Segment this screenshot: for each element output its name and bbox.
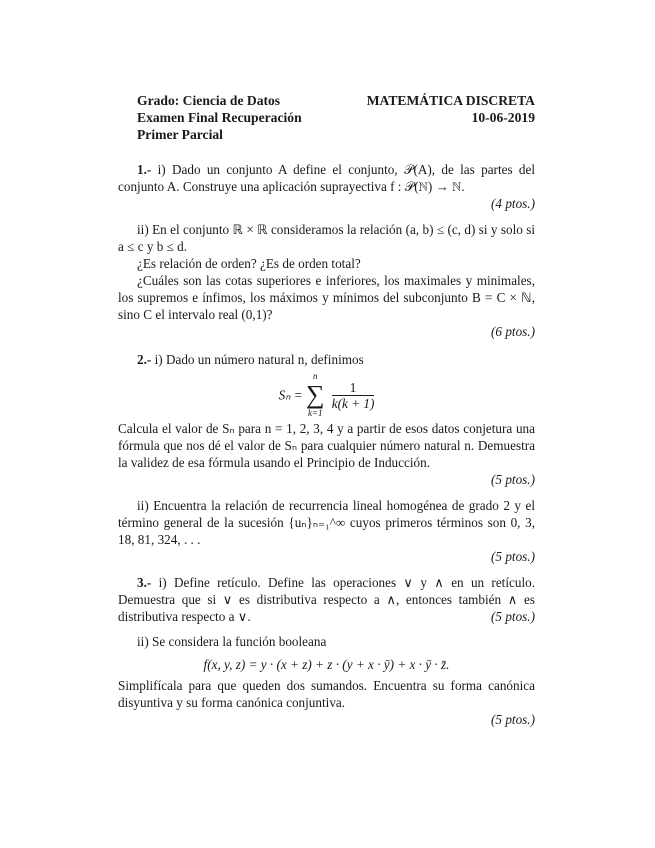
q3-part1-text: i) Define retículo. Define las operaciones ∨ y ∧ en un retículo. Demuestra que si ∨ es distributiva respecto a ∧, entonces también ∧ es distributiva respecto a ∨. (118, 575, 536, 624)
sum-lower-limit: k=1 (307, 408, 323, 418)
question-1 (118, 161, 535, 340)
q3-part2-intro: ii) Se considera la función booleana (137, 634, 327, 649)
boolean-function-formula: f(x, y, z) = y · (x + z) + z · (y + x · ȳ) + x · ȳ · z̄. (203, 657, 450, 672)
q2-formula-lhs: Sₙ = (278, 387, 303, 403)
q1-part2-points: (6 ptos.) (491, 324, 535, 339)
q2-part1-text: Calcula el valor de Sₙ para n = 1, 2, 3, 4 y a partir de esos datos conjetura una fórmula que nos dé el valor de Sₙ para cualquier número natural n. Demuestra la validez de esa fórmula usando el Principio de Inducción. (118, 421, 535, 470)
q1-part1-points: (4 ptos.) (491, 196, 535, 211)
question-2 (118, 351, 535, 565)
subject-title: MATEMÁTICA DISCRETA (366, 93, 535, 108)
exam-date: 10-06-2019 (471, 110, 535, 125)
partial-label: Primer Parcial (137, 127, 223, 142)
q2-sum-formula (118, 371, 535, 419)
q2-number: 2.- (137, 352, 152, 367)
q2-part1-points: (5 ptos.) (491, 472, 535, 487)
q1-part2-question1: ¿Es relación de orden? ¿Es de orden total? (137, 256, 361, 271)
q2-part1-intro-text: i) Dado un número natural n, definimos (154, 352, 364, 367)
sum-operator (306, 371, 325, 419)
q1-part1 (118, 161, 535, 195)
q1-part1-text: i) Dado un conjunto A define el conjunto, 𝒫(A), de las partes del conjunto A. Construye una aplicación suprayectiva f : 𝒫(ℕ) → ℕ. (118, 162, 536, 194)
header-left (137, 92, 302, 143)
q1-number: 1.- (137, 162, 152, 177)
q2-part2-text: ii) Encuentra la relación de recurrencia lineal homogénea de grado 2 y el término general de la sucesión {uₙ}ₙ₌₁^∞ cuyos primeros términos son 0, 3, 18, 81, 324, . . . (118, 498, 535, 547)
degree-label: Grado: Ciencia de Datos (137, 93, 281, 108)
q3-part1-points: (5 ptos.) (491, 609, 535, 624)
q2-part1-intro (118, 351, 535, 368)
sum-sign: ∑ (305, 380, 325, 409)
q3-number: 3.- (137, 575, 152, 590)
q1-part2-intro: ii) En el conjunto ℝ × ℝ consideramos la relación (a, b) ≤ (c, d) si y solo si a ≤ c y b ≤ d. (118, 222, 535, 254)
fraction-denominator: k(k + 1) (331, 395, 375, 411)
question-3 (118, 574, 535, 728)
sum-fraction (332, 380, 375, 411)
q2-part2-points: (5 ptos.) (491, 549, 535, 564)
exam-type-label: Examen Final Recuperación (137, 110, 302, 125)
sum-upper-limit: n (312, 371, 318, 381)
q3-part2-text: Simplifícala para que queden dos sumandos. Encuentra su forma canónica disyuntiva y su forma canónica conjuntiva. (118, 678, 535, 710)
q1-part2-question2: ¿Cuáles son las cotas superiores e inferiores, los maximales y minimales, los supremos e ínfimos, los máximos y mínimos del subconjunto B = C × ℕ, sino C el intervalo real (0,1)? (118, 273, 535, 322)
q3-part2-points: (5 ptos.) (491, 712, 535, 727)
header-right (367, 92, 535, 126)
fraction-numerator: 1 (332, 380, 375, 396)
